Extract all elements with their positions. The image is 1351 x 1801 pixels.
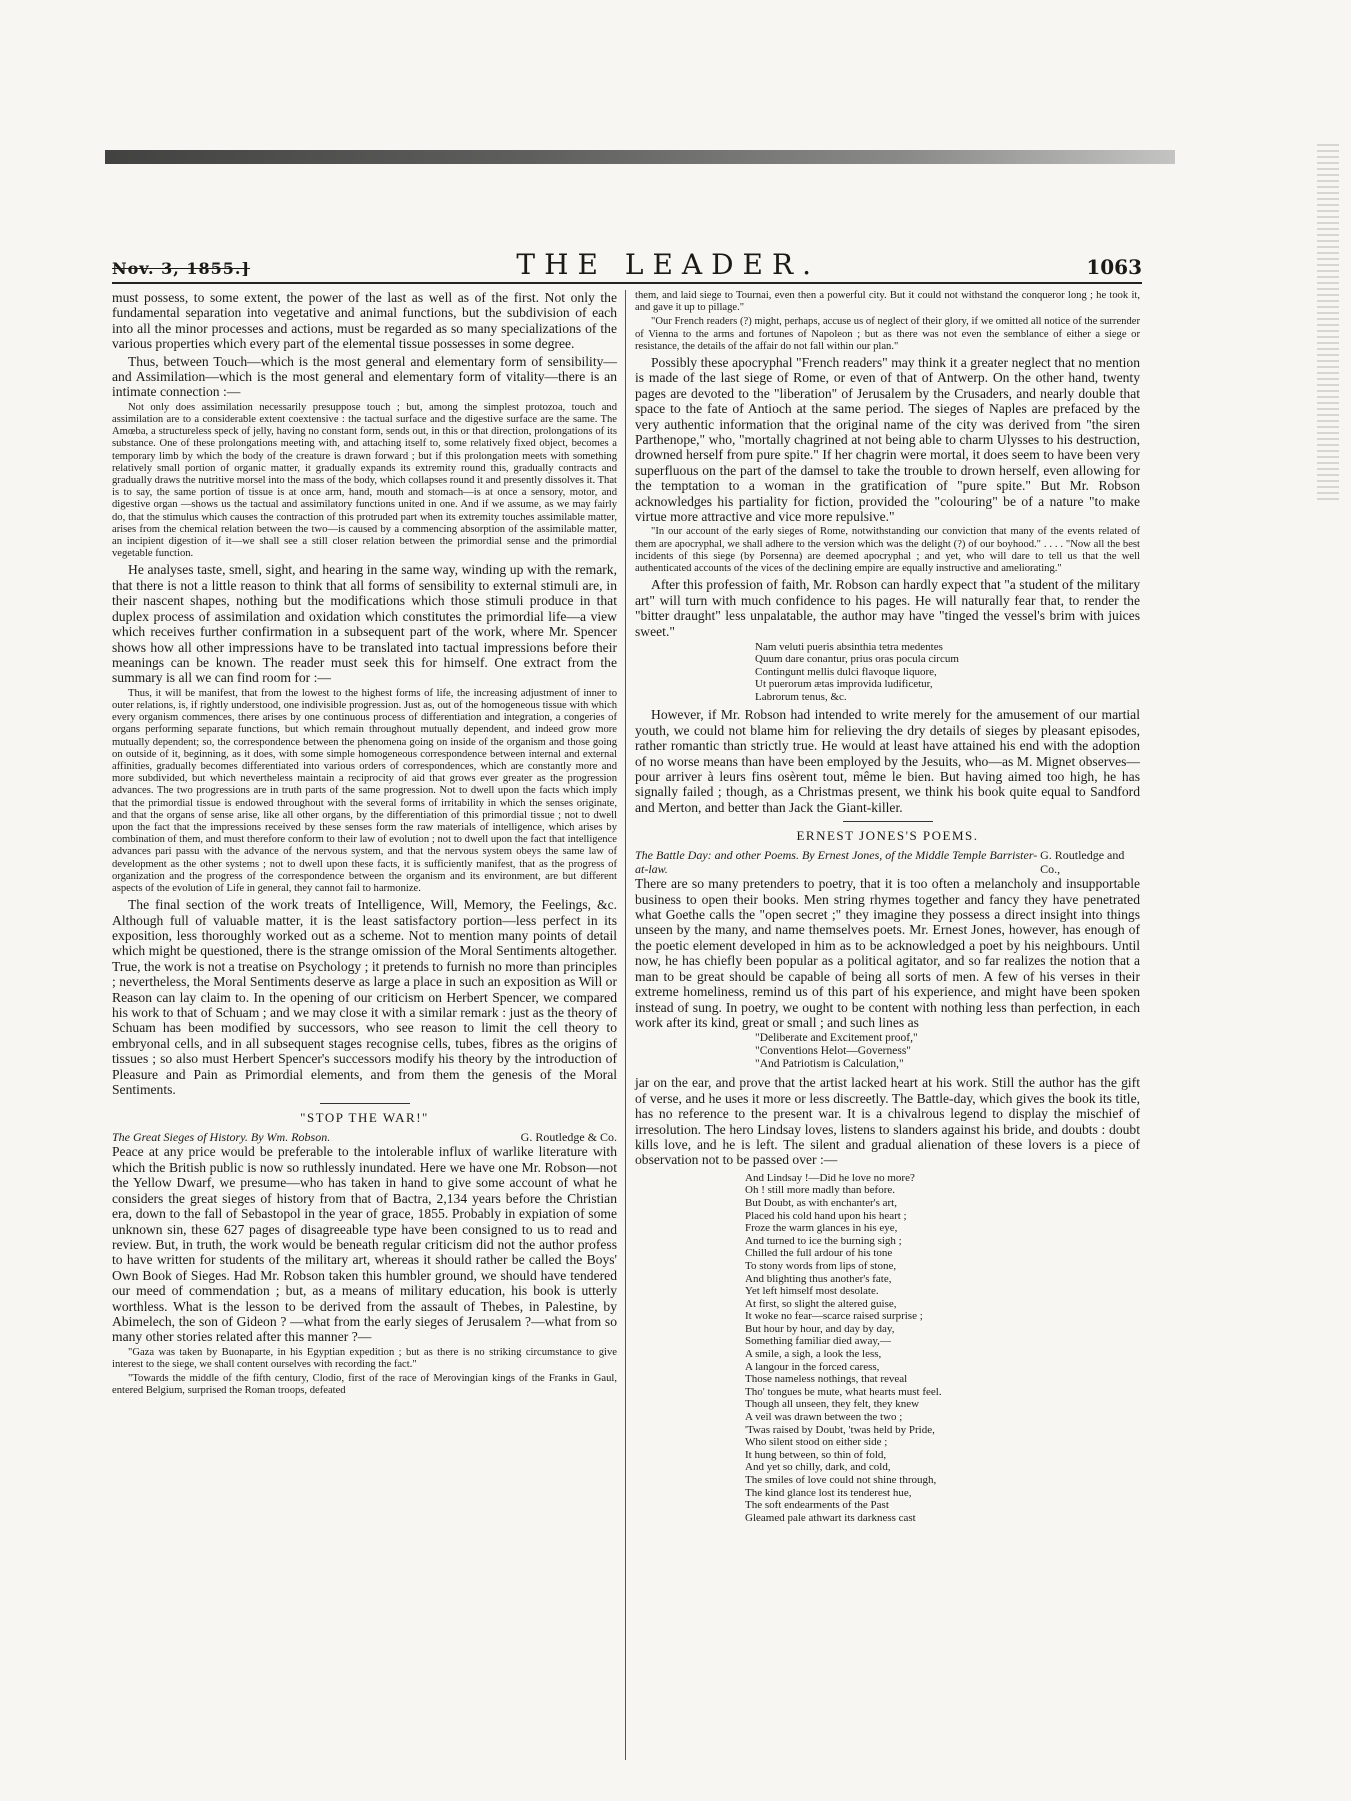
poem-line: But hour by hour, and day by day, xyxy=(745,1322,895,1335)
book-title: The Great Sieges of History. By Wm. Robson. xyxy=(112,1130,331,1145)
poem-line: At first, so slight the altered guise, xyxy=(745,1297,897,1310)
poem-line: 'Twas raised by Doubt, 'twas held by Pride, xyxy=(745,1423,935,1436)
poem-line: Though all unseen, they felt, they knew xyxy=(745,1398,920,1411)
paragraph: He analyses taste, smell, sight, and hearing in the same way, winding up with the remark, that there is not a little reason to think that all forms of sensibility to external stimuli are, in their nascent shapes, nothing but the modifications which those stimuli produce in that duplex process of assimilation and oxidation which constitutes the primordial life—a view which receives further confirmation in a subsequent part of the work, where Mr. Spencer shows how all other impressions have to be translated into tactual impressions before their meanings can be known. The reader must seek this for himself. One extract from the summary is all we can find room for :— xyxy=(112,562,617,686)
section-heading: ERNEST JONES'S POEMS. xyxy=(796,828,979,844)
block-quote: Not only does assimilation necessarily presuppose touch ; but, among the simplest protozoa, touch and assimilation are to a considerable extent coextensive : the tactual surface and the digestive surface are the same. The Amœba, a structureless speck of jelly, having no constant form, sends out, in this or that direction, prolongations of its substance. One of these prolongations meeting with, and attaching itself to, some relatively fixed object, becomes a temporary limb by which the body of the creature is drawn forward ; but if this prolongation meets with something relatively small portion of organic matter, it gradually expands its extremity round this, gradually contracts and gradually draws the nutritive morsel into the mass of the body, which collapses round it and presently dissolves it. That is to say, the same portion of tissue is at once arm, hand, mouth and stomach—is at once a sensory, motor, and digestive organ —shows us the tactual and assimilatory functions united in one. And if we assume, as we may fairly do, that the stimulus which causes the contraction of this protruded part when its extremity touches assimilable matter, arises from the chemical relation between the two—is caused by a commencing absorption of the assimilable matter, an incipient digestion of it—we shall see a still closer relation between the primordial sense and the primordial vegetable function. xyxy=(112,401,617,560)
poem-line: Gleamed pale athwart its darkness cast xyxy=(745,1511,916,1524)
poem-line: Something familiar died away,— xyxy=(745,1335,891,1348)
block-quote: "Gaza was taken by Buonaparte, in his Egyptian expedition ; but as there is no striking circumstance to give interest to the siege, we shall content ourselves with recording the fact." xyxy=(112,1346,617,1370)
verse-line: Quum dare conantur, prius oras pocula circum xyxy=(755,653,959,666)
right-column xyxy=(635,290,1140,1524)
poem-line: It hung between, so thin of fold, xyxy=(745,1448,887,1461)
book-byline xyxy=(112,1130,617,1144)
poem-line: It woke no fear—scarce raised surprise ; xyxy=(745,1310,923,1323)
page-number: 1063 xyxy=(1086,255,1142,279)
issue-date: Nov. 3, 1855.] xyxy=(112,259,251,278)
poem-line: And yet so chilly, dark, and cold, xyxy=(745,1461,891,1474)
book-title: The Battle Day: and other Poems. By Ernest Jones, of the Middle Temple Barrister-at-law. xyxy=(635,848,1038,877)
verse-line: Ut puerorum ætas improvida ludificetur, xyxy=(755,678,933,691)
book-publisher: G. Routledge and Co., xyxy=(1040,848,1125,877)
poem-line: The soft endearments of the Past xyxy=(745,1499,889,1512)
section-rule xyxy=(843,821,933,822)
poem-excerpt xyxy=(745,1172,1140,1525)
paragraph: Thus, between Touch—which is the most general and elementary form of sensibility—and Assimilation—which is the most general and elementary form of vitality—there is an intimate connection :— xyxy=(112,353,617,400)
section-rule xyxy=(320,1103,410,1104)
verse-line: Labrorum tenus, &c. xyxy=(755,690,847,703)
paragraph: However, if Mr. Robson had intended to write merely for the amusement of our martial youth, we could not blame him for relieving the dry details of sieges by pleasant episodes, rather romantic than strictly true. He would at least have attained his end with the adoption of no worse means than have been employed by the Jesuits, who—as M. Mignet observes—pour arriver à leurs fins osèrent tout, même le bien. But having aimed too high, he has signally failed ; though, as a Christmas present, we think his book quite equal to Sandford and Merton, and better than Jack the Giant-killer. xyxy=(635,707,1140,815)
paragraph: There are so many pretenders to poetry, that it is too often a melancholy and insupportable business to open their books. Men string rhymes together and fancy they have penetrated what Goethe calls the "open secret ;" they imagine they possess a direct insight into things unseen by the many, and name themselves poets. Mr. Ernest Jones, however, has enough of the poetic element developed in him as to be acknowledged a poet by his neighbours. Until now, he has chiefly been popular as a political agitator, and so far realizes the notion that a man to be great should be capable of being all sorts of men. A few of his verses in their extreme homeliness, remind us of this part of his experience, and might have been spoken instead of sung. In poetry, we ought to be content with nothing less than perfection, in each work after its kind, great or small ; and such lines as xyxy=(635,876,1140,1030)
poem-line: And turned to ice the burning sigh ; xyxy=(745,1234,902,1247)
paragraph: Peace at any price would be preferable to the intolerable influx of warlike literature with which the British public is now so ruthlessly inundated. Here we have one Mr. Robson—not the Yellow Dwarf, we presume—who has taken in hand to give some account of what he considers the great sieges of history from that of Bactra, 2,134 years before the Christian era, down to the fall of Sebastopol in the year of grace, 1855. Probably in expiation of some unknown sin, these 627 pages of disagreeable type have been consigned to us to read and review. But, in truth, the work would be beneath regular criticism did not the author profess to have written for students of the military art, whereas it should rather be called the Boys' Own Book of Sieges. Had Mr. Robson taken this humbler ground, we should have tendered our meed of commendation ; but, as a means of military education, his book is utterly worthless. What is the lesson to be derived from the assault of Thebes, in Palestine, by Abimelech, the son of Gideon ? —what from the early sieges of Jerusalem ?—what from so many other stories related after this manner ?— xyxy=(112,1144,617,1345)
quoted-line: "And Patriotism is Calculation," xyxy=(755,1058,904,1071)
verse-line: Contingunt mellis dulci flavoque liquore, xyxy=(755,665,937,678)
poem-line: Chilled the full ardour of his tone xyxy=(745,1247,893,1260)
paragraph: jar on the ear, and prove that the artist lacked heart at his work. Still the author has the gift of verse, and he uses it more or less discreetly. The Battle-day, which gives the book its title, has no reference to the present war. It is a chivalrous legend to display the mischief of irresolution. The hero Lindsay loves, listens to slanders against his bride, and doubts : doubt kills love, and he is left. The silent and gradual alienation of these lovers is a piece of observation not to be passed over :— xyxy=(635,1075,1140,1168)
quoted-lines xyxy=(755,1032,1140,1071)
poem-line: Froze the warm glances in his eye, xyxy=(745,1222,898,1235)
latin-verse xyxy=(755,641,1140,704)
section-heading: "STOP THE WAR!" xyxy=(300,1110,429,1126)
left-column xyxy=(112,290,617,1400)
poem-line: A veil was drawn between the two ; xyxy=(745,1411,903,1424)
paragraph: The final section of the work treats of Intelligence, Will, Memory, the Feelings, &c. Although full of valuable matter, it is the least satisfactory portion—less perfect in its exposition, less thoroughly worked out as a scheme. Not to mention many points of detail which might be questioned, there is the strange omission of the Moral Sentiments altogether. True, the work is not a treatise on Psychology ; it pretends to furnish no more than principles ; nevertheless, the Moral Sentiments deserve as large a place in such an exposition as Will or Reason can lay claim to. In the opening of our criticism on Herbert Spencer, we compared his work to that of Schuam ; and we may close it with a similar remark : just as the theory of Schuam has been modified by successors, who see reason to limit the cell theory to embryonal cells, and in all subsequent stages recognise cells, tubes, fibres as the origins of tissues ; so also must Herbert Spencer's successors modify his theory by the introduction of Pleasure and Pain as Primordial elements, and from them the genesis of the Moral Sentiments. xyxy=(112,897,617,1098)
scan-edge xyxy=(1317,140,1339,500)
paragraph: Possibly these apocryphal "French readers" may think it a greater neglect that no mention is made of the last siege of Rome, or even of that of Antwerp. On the other hand, twenty pages are devoted to the "liberation" of Jerusalem by the Crusaders, and nearly double that space to the fate of Antioch at the same period. The sieges of Naples are prefaced by the very authentic information that the original name of the city was derived from "the siren Parthenope," who, "mortally chagrined at not being able to charm Ulysses to his destruction, drowned herself from pure spite." If her chagrin were mortal, it does seem to have been very superfluous on the part of the damsel to take the trouble to drown herself, even allowing for the temptation to a woman in the gratification of "pure spite." But Mr. Robson acknowledges his partiality for fiction, provided the "colouring" be of a nature "to make virtue more attractive and vice more repulsive." xyxy=(635,355,1140,525)
book-byline xyxy=(635,848,1140,876)
poem-line: And blighting thus another's fate, xyxy=(745,1272,892,1285)
poem-line: A smile, a sigh, a look the less, xyxy=(745,1348,882,1361)
poem-line: To stony words from lips of stone, xyxy=(745,1259,897,1272)
block-quote: "Towards the middle of the fifth century, Clodio, first of the race of Merovingian kings of the Franks in Gaul, entered Belgium, surprised the Roman troops, defeated xyxy=(112,1373,617,1397)
paragraph: After this profession of faith, Mr. Robson can hardly expect that "a student of the military art" will turn with much confidence to his pages. He will naturally fear that, to render the "bitter draught" less unpalatable, the author may have "tinged the vessel's brim with juices sweet." xyxy=(635,577,1140,639)
poem-line: And Lindsay !—Did he love no more? xyxy=(745,1171,915,1184)
scan-top-bar xyxy=(105,150,1175,164)
quoted-line: "Deliberate and Excitement proof," xyxy=(755,1032,918,1045)
block-quote: Thus, it will be manifest, that from the lowest to the highest forms of life, the increasing adjustment of inner to outer relations, is, if rightly understood, one indivisible progression. Just as, out of the homogeneous tissue with which every organism commences, there arises by one continuous process of differentiation and integration, a congeries of organs performing separate functions, but which remain throughout mutually dependent, and indeed grow more mutually dependent; so, the correspondence between the phenomena going on inside of the organism and those going on outside of it, beginning, as it does, with some simple homogeneous correspondence between internal and external affinities, gradually becomes differentiated into various orders of correspondences, which are constantly more and more subdivided, but which nevertheless maintain a reciprocity of aid that grows ever greater as the progression advances. The two progressions are in truth parts of the same progression. Not to dwell upon the facts which imply that the primordial tissue is endowed throughout with the several forms of irritability in which the senses originate, and that the organs of sense arise, like all other organs, by the differentiation of this primordial tissue ; not to dwell upon the fact that the impressions received by these senses form the raw materials of intelligence, which arises by combination of them, and must therefore conform to their law of evolution ; not to dwell upon the fact that intelligence advances pari passu with the advance of the nervous system, and that the nervous system obeys the same law of development as the other systems ; not to dwell upon these facts, it is sufficiently manifest, that as the progress of organization and the progress of the correspondence between the organism and its environment, are but different aspects of the evolution of Life in general, they cannot fail to harmonize. xyxy=(112,687,617,894)
block-quote: them, and laid siege to Tournai, even then a powerful city. But it could not withstand the conqueror long ; he took it, and gave it up to pillage." xyxy=(635,290,1140,314)
poem-line: Tho' tongues be mute, what hearts must feel. xyxy=(745,1385,942,1398)
poem-line: Placed his cold hand upon his heart ; xyxy=(745,1209,907,1222)
verse-line: Nam veluti pueris absinthia tetra medentes xyxy=(755,640,943,653)
poem-line: A langour in the forced caress, xyxy=(745,1360,880,1373)
poem-line: Oh ! still more madly than before. xyxy=(745,1184,895,1197)
block-quote: "In our account of the early sieges of Rome, notwithstanding our conviction that many of the events related of them are apocryphal, we shall adhere to the version which was the delight (?) of our boyhood." . . . . "Now all the best incidents of this siege (by Porsenna) are deemed apocryphal ; and yet, who will dare to tell us that the well authenticated accounts of the vices of the declining empire are equally instructive and ameliorating." xyxy=(635,526,1140,575)
column-rule xyxy=(625,290,626,1760)
poem-line: But Doubt, as with enchanter's art, xyxy=(745,1196,897,1209)
poem-line: The kind glance lost its tenderest hue, xyxy=(745,1486,912,1499)
block-quote: "Our French readers (?) might, perhaps, accuse us of neglect of their glory, if we omitted all notice of the surrender of Vienna to the arms and fortunes of Napoleon ; but as there was not even the semblance of either a siege or resistance, the details of the affair do not fall within our plan." xyxy=(635,316,1140,352)
newspaper-title: THE LEADER. xyxy=(516,248,820,281)
poem-line: Yet left himself most desolate. xyxy=(745,1285,879,1298)
paragraph: must possess, to some extent, the power of the last as well as of the first. Not only the fundamental separation into vegetative and animal functions, but the subdivision of each into all the minor processes and actions, must be regarded as so many specializations of the various properties which every part of the elemental tissue possesses in some degree. xyxy=(112,290,617,352)
poem-line: The smiles of love could not shine through, xyxy=(745,1474,937,1487)
poem-line: Who silent stood on either side ; xyxy=(745,1436,888,1449)
quoted-line: "Conventions Helot—Governess" xyxy=(755,1045,911,1058)
book-publisher: G. Routledge & Co. xyxy=(520,1130,617,1145)
poem-line: Those nameless nothings, that reveal xyxy=(745,1373,908,1386)
masthead xyxy=(112,248,1142,284)
